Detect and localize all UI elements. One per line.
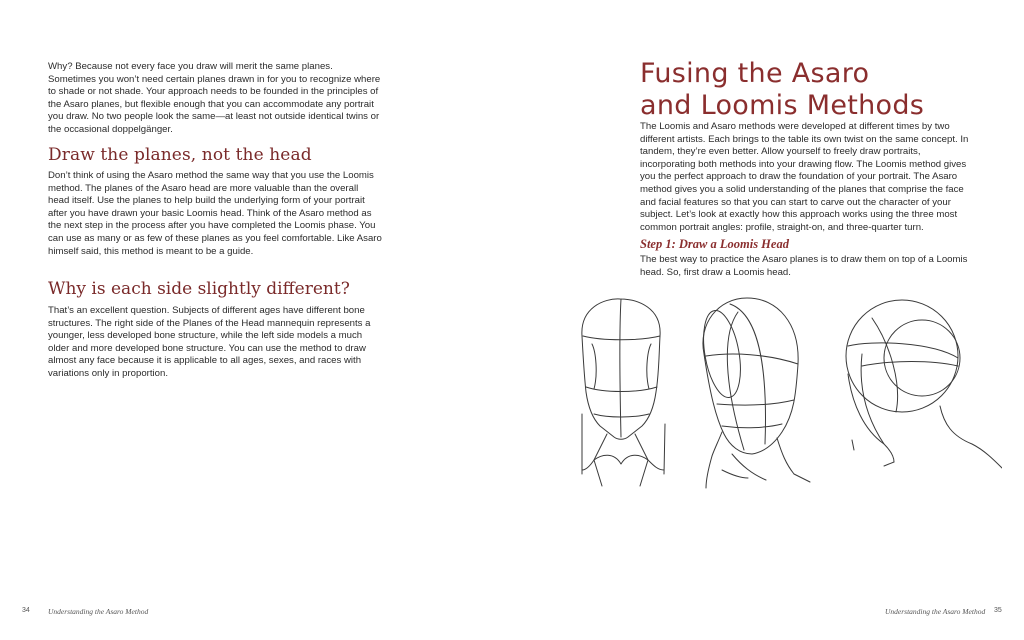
title-line-1: Fusing the Asaro <box>640 58 870 89</box>
fusing-paragraph: The Loomis and Asaro methods were developed at different times by two different artists. Each brings to the table its own twist on the same concept. In tandem, they’re even better. Allow yourself to freely draw portraits, incorporating both methods into your drawing flow. The Loomis method gives you the perfect approach to draw the foundation of your portrait. The Asaro method gives you a solid understanding of the planes that comprise the face and facial features so that you can start to carve out the character of your subject. Let’s look at exactly how this approach works using the three most common portrait angles: profile, straight-on, and three-quarter turn. <box>640 121 969 233</box>
profile-loomis-head-icon <box>846 300 1002 468</box>
running-title-left: Understanding the Asaro Method <box>48 607 149 616</box>
front-view-loomis-head-icon <box>582 299 665 486</box>
heading-why-each-side: Why is each side slightly different? <box>48 279 350 299</box>
running-title-right: Understanding the Asaro Method <box>885 607 986 616</box>
heading-draw-the-planes: Draw the planes, not the head <box>48 145 312 165</box>
draw-planes-paragraph: Don’t think of using the Asaro method the same way that you use the Loomis method. The planes of the Asaro head are more valuable than the overall head itself. Use the planes to help build the underlying form of your portrait after you have drawn your basic Loomis head. Think of the Asaro method as the next step in the process after you have completed the Loomis phase. You can use as many or as few of these planes as you feel comfortable. Like Asaro himself said, this method is meant to be a guide. <box>48 170 382 257</box>
chapter-title <box>640 58 924 122</box>
page-number-right: 35 <box>994 607 1002 614</box>
title-line-2: and Loomis Methods <box>640 90 925 121</box>
why-each-side-paragraph: That’s an excellent question. Subjects of different ages have different bone structures. The right side of the Planes of the Head mannequin represents a younger, less developed bone structure, while the left side models a much older and more developed bone structure. You can use the method to draw almost any face because it is applicable to all ages, sexes, and races with variations only in proportion. <box>48 305 371 379</box>
right-page <box>512 0 1024 640</box>
loomis-heads-illustration <box>572 294 1002 490</box>
page-number-left: 34 <box>22 607 30 614</box>
intro-paragraph: Why? Because not every face you draw will merit the same planes. Sometimes you won’t need certain planes drawn in for you to recognize where to shade or not shade. Your approach needs to be founded in the principles of the Asaro planes, but flexible enough that you can accommodate any portrait you draw. No two people look the same—at least not outside identical twins or the occasional doppelgänger. <box>48 61 381 135</box>
step-1-paragraph: The best way to practice the Asaro planes is to draw them on top of a Loomis head. So, first draw a Loomis head. <box>640 254 968 278</box>
three-quarter-loomis-head-icon <box>698 298 810 488</box>
step-1-heading: Step 1: Draw a Loomis Head <box>640 237 789 251</box>
